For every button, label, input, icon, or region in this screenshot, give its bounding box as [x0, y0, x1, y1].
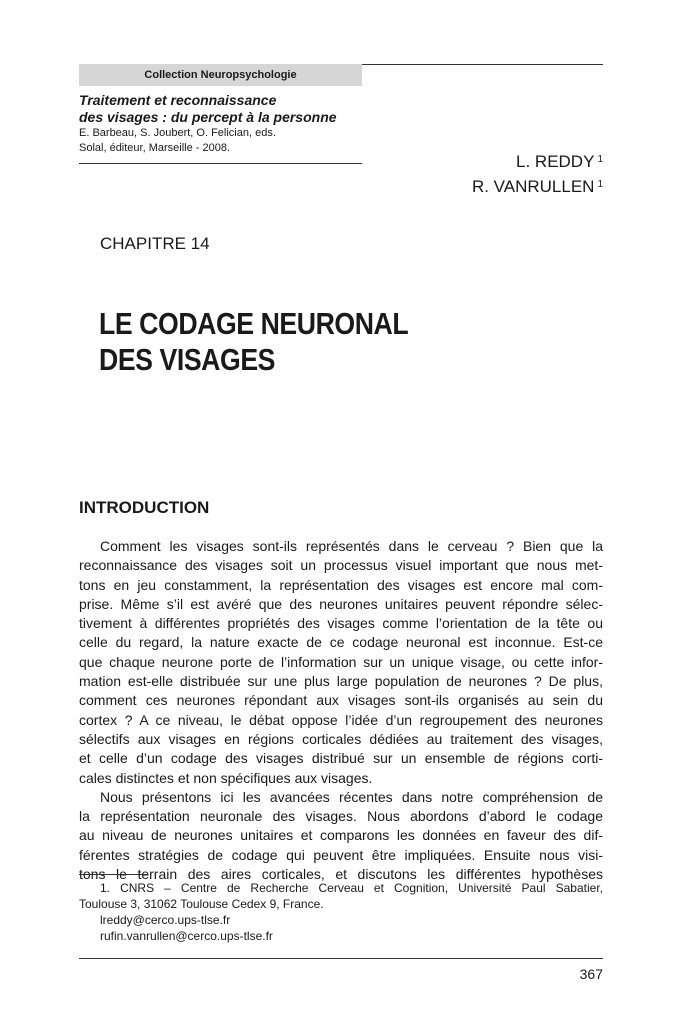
- text-line: que chaque neurone porte de l’information sur un unique visage, ou cette infor-: [79, 653, 603, 670]
- section-heading: INTRODUCTION: [79, 498, 210, 517]
- text-line: mation est-elle distribuée sur une plus large population de neurones ? De plus,: [79, 673, 603, 690]
- book-info-rule: [79, 163, 362, 164]
- author-name: L. REDDY: [516, 152, 595, 171]
- text-line: tons en jeu constamment, la représentation des visages est encore mal com-: [79, 576, 603, 593]
- chapter-title: [99, 306, 408, 378]
- author-footnote-mark: 1: [597, 179, 603, 190]
- footnote-email: lreddy@cerco.ups-tlse.fr: [100, 913, 231, 927]
- footnote: [79, 880, 603, 944]
- text-line: tons le terrain des aires corticales, et discutons les différentes hypothèses: [79, 866, 603, 883]
- text-line: comment ces neurones répondant aux visages sont-ils organisés au sein du: [79, 692, 603, 709]
- book-title-line-1: Traitement et reconnaissance: [79, 92, 277, 108]
- chapter-label: CHAPITRE 14: [100, 234, 210, 253]
- text-line: férentes stratégies de codage qui peuvent être impliquées. Ensuite nous visi-: [79, 846, 603, 863]
- chapter-title-line-2: DES VISAGES: [99, 342, 276, 377]
- body-text: [79, 537, 603, 884]
- text-line: cortex ? A ce niveau, le débat oppose l’idée d’un regroupement des neurones: [79, 711, 603, 728]
- author: [472, 173, 603, 198]
- footnote-email: rufin.vanrullen@cerco.ups-tlse.fr: [100, 929, 273, 943]
- text-line: Comment les visages sont-ils représentés dans le cerveau ? Bien que la: [100, 538, 603, 554]
- text-line: et celle d’un codage des visages distribué sur un ensemble de régions corti-: [79, 750, 603, 767]
- page-number: 367: [579, 966, 603, 982]
- author: [472, 148, 603, 173]
- footnote-line: 1. CNRS – Centre de Recherche Cerveau et Cognition, Université Paul Sabatier,: [100, 881, 603, 895]
- text-line: reconnaissance des visages soit un processus visuel important que nous met-: [79, 557, 603, 574]
- footnote-rule: [79, 874, 147, 875]
- footer-rule: [79, 958, 603, 959]
- text-line: la représentation neuronale des visages. Nous abordons d’abord le codage: [79, 808, 603, 825]
- author-footnote-mark: 1: [597, 154, 603, 165]
- collection-banner: Collection Neuropsychologie: [79, 64, 362, 86]
- footnote-line: Toulouse 3, 31062 Toulouse Cedex 9, France.: [79, 897, 324, 911]
- text-line: prise. Même s’il est avéré que des neurones unitaires peuvent répondre sélec-: [79, 595, 603, 612]
- header-top-rule: [362, 64, 603, 65]
- text-line: tivement à différentes propriétés des visages comme l’orientation de la tête ou: [79, 615, 603, 632]
- text-line: celle du regard, la nature exacte de ce codage neuronal est inconnue. Est-ce: [79, 634, 603, 651]
- author-list: [472, 148, 603, 198]
- book-editors: E. Barbeau, S. Joubert, O. Felician, eds.: [79, 127, 276, 139]
- text-line: au niveau de neurones unitaires et comparons les données en faveur des dif-: [79, 827, 603, 844]
- book-publisher: Solal, éditeur, Marseille - 2008.: [79, 142, 231, 154]
- text-line: Nous présentons ici les avancées récentes dans notre compréhension de: [100, 788, 603, 805]
- author-name: R. VANRULLEN: [471, 177, 595, 196]
- text-line: sélectifs aux visages en régions corticales dédiées au traitement des visages,: [79, 730, 603, 747]
- text-line: cales distinctes et non spécifiques aux visages.: [79, 769, 373, 786]
- chapter-title-line-1: LE CODAGE NEURONAL: [99, 306, 409, 341]
- book-info: [79, 92, 369, 156]
- book-title-line-2: des visages : du percept à la personne: [79, 109, 337, 125]
